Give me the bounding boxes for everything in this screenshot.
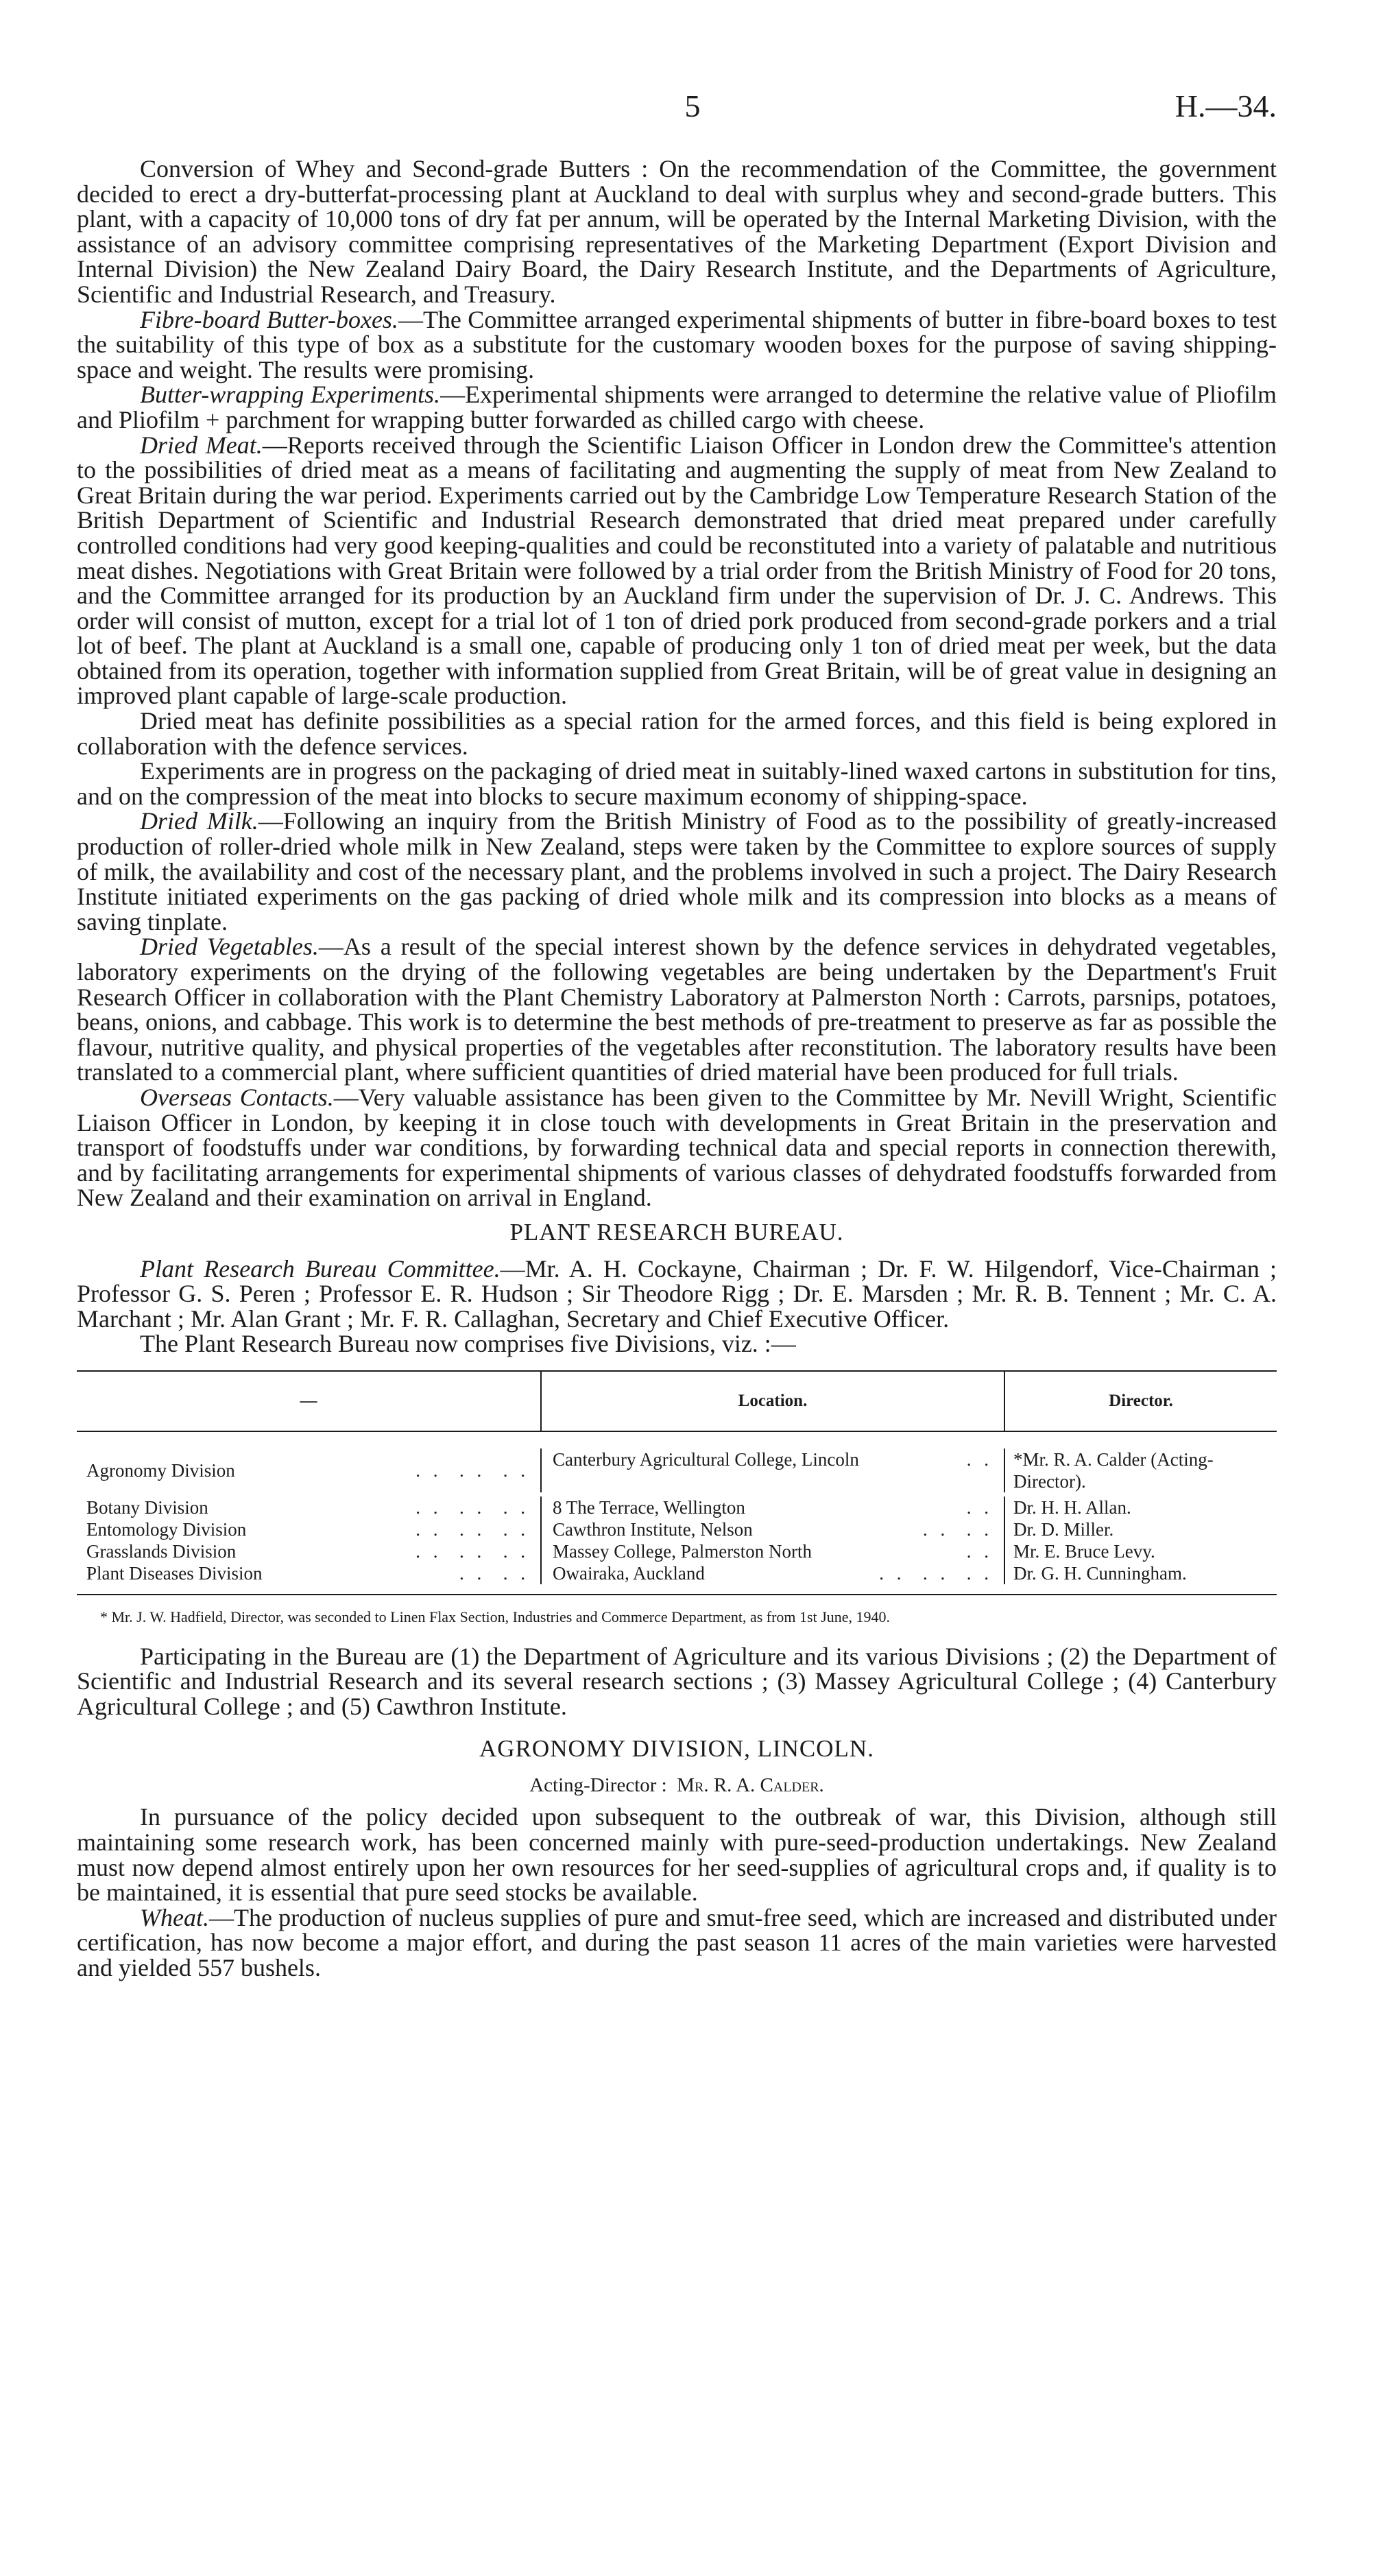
paragraph-text: —Experimental shipments were arranged to determine the relative value of Pliofilm and Pliofilm + parchment for wrapping butter forwarded as chilled cargo with cheese. <box>77 381 1277 433</box>
run-in-heading: Overseas Contacts. <box>140 1083 334 1111</box>
cell-director: Dr. G. H. Cunningham. <box>1004 1562 1277 1584</box>
run-in-heading: Dried Milk. <box>140 807 258 835</box>
cell-text: 8 The Terrace, Wellington <box>553 1496 745 1518</box>
table-body <box>77 1432 1277 1594</box>
page-number: 5 <box>684 88 701 123</box>
paragraph-butter-wrapping <box>77 382 1277 432</box>
cell-text: Canterbury Agricultural College, Lincoln <box>553 1448 859 1470</box>
document-body <box>77 156 1277 1981</box>
paragraph-text: —The Committee arranged experimental shipments of butter in fibre-board boxes to test the suitability of this type of box as a substitute for the customary wooden boxes for the purpose of saving shipping-space and weight. The results were promising. <box>77 305 1277 383</box>
acting-director-name: Mr. R. A. Calder. <box>677 1774 824 1796</box>
paragraph-agronomy-policy: In pursuance of the policy decided upon subsequent to the outbreak of war, this Division, although still maintaining some research work, has been concerned mainly with pure-seed-production undertakings. New Zealand must now depend almost entirely upon her own resources for her seed-supplies of agricultural crops and, if quality is to be maintained, it is essential that pure seed stocks be available. <box>77 1803 1277 1907</box>
cell-division: Agronomy Division . . . . . . <box>86 1459 529 1481</box>
run-in-heading: Plant Research Bureau Committee. <box>140 1254 501 1283</box>
divisions-table <box>77 1370 1277 1595</box>
table-footnote: * Mr. J. W. Hadfield, Director, was seconded to Linen Flax Section, Industries and Commerce Department, as from 1st June, 1940. <box>100 1608 891 1625</box>
cell-location: Massey College, Palmerston North . . <box>540 1540 1004 1562</box>
paragraph-text: —As a result of the special interest shown by the defence services in dehydrated vegetables, laboratory experiments on the drying of the following vegetables are being undertaken by the Department's Fruit Research Officer in collaboration with the Plant Chemistry Laboratory at Palmerston North : Carrots, parsnips, potatoes, beans, onions, and cabbage. This work is to determine the best methods of pre-treatment to preserve as far as possible the flavour, nutritive quality, and physical properties of the vegetables after reconstitution. The laboratory results have been translated to a commercial plant, where sufficient quantities of dried material have been produced for full trials. <box>77 933 1277 1086</box>
cell-director: Dr. D. Miller. <box>1004 1518 1277 1540</box>
paragraph-overseas-contacts <box>77 1085 1277 1211</box>
table-row <box>77 1448 1277 1492</box>
cell-division: Plant Diseases Division . . . . <box>86 1562 529 1584</box>
table-header-row <box>77 1372 1277 1432</box>
paragraph-text: —Very valuable assistance has been given to the Committee by Mr. Nevill Wright, Scientific Liaison Officer in London, by keeping it in close touch with developments in Great Britain in the preservation and transport of foodstuffs under war conditions, by forwarding technical data and special reports in connection therewith, and by facilitating arrangements for experimental shipments of various classes of dehydrated foodstuffs forwarded from New Zealand and their examination on arrival in England. <box>77 1083 1277 1212</box>
paragraph-participating: Participating in the Bureau are (1) the Department of Agriculture and its various Divisions ; (2) the Department of Scientific and Industrial Research and its several research sections ; (3) Massey Agricultural College ; (4) Canterbury Agricultural College ; and (5) Cawthron Institute. <box>77 1642 1277 1720</box>
paragraph-dried-vegetables <box>77 934 1277 1085</box>
acting-director-line <box>77 1773 1277 1798</box>
table-row <box>77 1562 1277 1584</box>
cell-text: Entomology Division <box>86 1518 247 1540</box>
paragraph-whey-conversion: Conversion of Whey and Second-grade Butters : On the recommendation of the Committee, the government decided to erect a dry-butterfat-processing plant at Auckland to deal with surplus whey and second-grade butters. This plant, with a capacity of 10,000 tons of dry fat per annum, will be operated by the Internal Marketing Division, with the assistance of an advisory committee comprising representatives of the Marketing Department (Export Division and Internal Division) the New Zealand Dairy Board, the Dairy Research Institute, and the Departments of Agriculture, Scientific and Industrial Research, and Treasury. <box>77 155 1277 308</box>
table-row <box>77 1540 1277 1562</box>
cell-text: Massey College, Palmerston North <box>553 1540 812 1562</box>
paragraph-wheat <box>77 1905 1277 1981</box>
table-row <box>77 1496 1277 1518</box>
cell-text: Owairaka, Auckland <box>553 1562 705 1584</box>
paragraph-fibre-board <box>77 307 1277 383</box>
cell-text: Cawthron Institute, Nelson <box>553 1518 753 1540</box>
cell-location: Cawthron Institute, Nelson . . . . <box>540 1518 1004 1540</box>
cell-director: Mr. E. Bruce Levy. <box>1004 1540 1277 1562</box>
section-title-plant-research-bureau: PLANT RESEARCH BUREAU. <box>509 1218 844 1245</box>
column-header-text: — <box>300 1391 317 1410</box>
paragraph-text: —The production of nucleus supplies of pure and smut-free seed, which are increased and distributed under certification, has now become a major effort, and during the past season 11 acres of the main varieties were harvested and yielded 557 bushels. <box>77 1903 1277 1982</box>
cell-division: Grasslands Division . . . . . . <box>86 1540 529 1562</box>
document-code: H.—34. <box>1175 88 1277 123</box>
cell-text: Botany Division <box>86 1496 208 1518</box>
paragraph-meat-packaging: Experiments are in progress on the packaging of dried meat in suitably-lined waxed cartons in substitution for tins, and on the compression of the meat into blocks to secure maximum economy of shipping-space. <box>77 757 1277 810</box>
paragraph-text: —Reports received through the Scientific Liaison Officer in London drew the Committee's attention to the possibilities of dried meat as a means of facilitating and augmenting the supply of meat from New Zealand to Great Britain during the war period. Experiments carried out by the Cambridge Low Temperature Research Station of the British Department of Scientific and Industrial Research demonstrated that dried meat prepared under carefully controlled conditions had very good keeping-qualities and could be reconstituted into a variety of palatable and nutritious meat dishes. Negotiations with Great Britain were followed by a trial order from the British Ministry of Food for 20 tons, and the Committee arranged for its production by an Auckland firm under the supervision of Dr. J. C. Andrews. This order will consist of mutton, except for a trial lot of 1 ton of dried pork produced from second-grade porkers and a trial lot of beef. The plant at Auckland is a small one, capable of producing only 1 ton of dried meat per week, but the data obtained from its operation, together with information supplied from Great Britain, will be of great value in designing an improved plant capable of large-scale production. <box>77 431 1277 710</box>
run-in-heading: Wheat. <box>140 1903 209 1931</box>
paragraph-dried-milk <box>77 809 1277 934</box>
column-header-division <box>77 1372 540 1431</box>
table-row <box>77 1518 1277 1540</box>
cell-director: *Mr. R. A. Calder (Acting-Director). <box>1004 1448 1277 1492</box>
run-in-heading: Fibre-board Butter-boxes. <box>140 305 398 333</box>
paragraph-meat-ration: Dried meat has definite possibilities as a special ration for the armed forces, and this field is being explored in collaboration with the defence services. <box>77 707 1277 760</box>
column-header-location: Location. <box>540 1372 1004 1431</box>
run-in-heading: Butter-wrapping Experiments. <box>140 381 441 409</box>
paragraph-dried-meat <box>77 433 1277 709</box>
cell-text: Grasslands Division <box>86 1540 237 1562</box>
cell-division: Botany Division . . . . . . <box>86 1496 529 1518</box>
column-header-director: Director. <box>1004 1372 1277 1431</box>
section-title-agronomy: AGRONOMY DIVISION, LINCOLN. <box>479 1735 874 1763</box>
paragraph-committee <box>77 1256 1277 1332</box>
paragraph-divisions-intro: The Plant Research Bureau now comprises five Divisions, viz. :— <box>140 1330 796 1358</box>
cell-director: Dr. H. H. Allan. <box>1004 1496 1277 1518</box>
cell-text: Agronomy Division <box>86 1459 235 1481</box>
paragraph-text: —Mr. A. H. Cockayne, Chairman ; Dr. F. W. Hilgendorf, Vice-Chairman ; Professor G. S. Peren ; Professor E. R. Hudson ; Sir Theodore Rigg ; Dr. E. Marsden ; Mr. R. B. Tennent ; Mr. C. A. Marchant ; Mr. Alan Grant ; Mr. F. R. Callaghan, Secretary and Chief Executive Officer. <box>77 1254 1277 1333</box>
cell-location: Canterbury Agricultural College, Lincoln . . <box>540 1448 1004 1492</box>
paragraph-text: —Following an inquiry from the British Ministry of Food as to the possibility of greatly-increased production of roller-dried whole milk in New Zealand, steps were taken by the Committee to explore sources of supply of milk, the availability and cost of the necessary plant, and the problems involved in such a project. The Dairy Research Institute initiated experiments on the gas packing of dried whole milk and its compression into blocks as a means of saving tinplate. <box>77 807 1277 935</box>
run-in-heading: Dried Meat. <box>140 431 263 459</box>
cell-location: Owairaka, Auckland . . . . . . <box>540 1562 1004 1584</box>
cell-division: Entomology Division . . . . . . <box>86 1518 529 1540</box>
acting-director-label: Acting-Director : <box>529 1774 667 1796</box>
run-in-heading: Dried Vegetables. <box>140 933 319 961</box>
cell-location: 8 The Terrace, Wellington . . <box>540 1496 1004 1518</box>
cell-text: Plant Diseases Division <box>86 1562 263 1584</box>
